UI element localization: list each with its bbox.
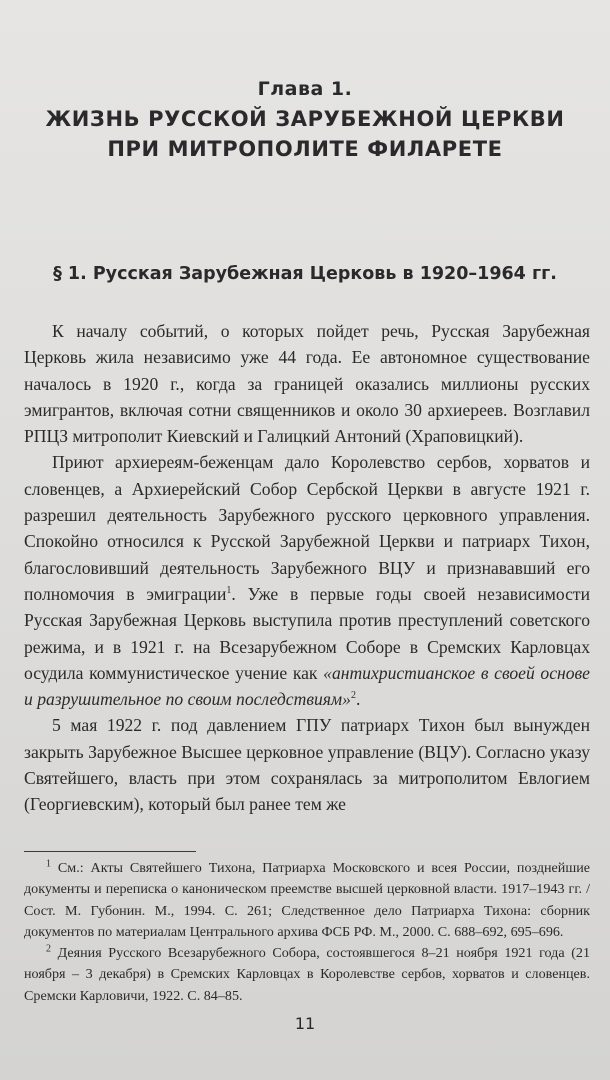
footnotes [24,858,590,1007]
paragraph-3: 5 мая 1922 г. под давлением ГПУ патриарх Тихон был вынужден закрыть Зарубежное Высшее церковное управление (ВЦУ). Согласно указу Святейшего, власть при этом сохранялась за митрополитом Евлогием (Георгиевским), который был ранее тем же [24,715,590,815]
footnote-2-text: Деяния Русского Всезарубежного Собора, состоявшегося 8–21 ноября 1921 года (21 ноября – 3 декабря) в Сремских Карловцах в Королевстве сербов, хорватов и словенцев. Сремски Карловичи, 1922. С. 84–85. [24,945,590,1004]
paragraph-2-part-a: Приют архиереям-беженцам дало Королевство сербов, хорватов и словенцев, а Архиерейский Собор Сербской Церкви в августе 1921 г. разрешил деятельность Зарубежного русского церковного управления. Спокойно относился к Русской Зарубежной Церкви и патриарх Тихон, благословивший деятельность Зарубежного ВЦУ и признававший его полномочия в эмиграции [24,452,590,604]
chapter-number: Глава 1. [257,78,353,100]
footnote-1-mark: 1 [46,858,51,870]
footnote-ref-2[interactable]: 2 [350,690,356,702]
paragraph-2-end: . [355,689,361,710]
body-text [24,318,590,818]
paragraph-2 [24,449,590,712]
footnote-1-text: См.: Акты Святейшего Тихона, Патриарха Московского и всея России, позднейшие документы и переписка о каноническом преемстве высшей церковной власти. 1917–1943 гг. / Сост. М. Губонин. М., 1994. С. 261; Следственное дело Патриарха Тихона: сборник документов по материалам Центрального архива ФСБ РФ. М., 2000. С. 688–692, 695–696. [24,860,590,940]
page-number: 11 [294,1014,316,1033]
footnote-separator [24,851,196,852]
paragraph-2-part-b: . Уже в первые годы своей независимости Русская Зарубежная Церковь выступила против преступлений советского режима, и в 1921 г. на Всезарубежном Соборе в Сремских Карловцах осудила коммунистическое учение как [24,583,590,683]
section-title: § 1. Русская Зарубежная Церковь в 1920–1964 гг. [53,264,557,284]
paragraph-1: К началу событий, о которых пойдет речь, Русская Зарубежная Церковь жила независимо уже 44 года. Ее автономное существование началось в 1920 г., когда за границей оказались миллионы русских эмигрантов, включая сотни священников и около 30 архиереев. Возглавил РПЦЗ митрополит Киевский и Галицкий Антоний (Храповицкий). [24,321,590,447]
chapter-title-line-1: ЖИЗНЬ РУССКОЙ ЗАРУБЕЖНОЙ ЦЕРКВИ [45,107,565,131]
footnote-ref-1[interactable]: 1 [226,585,232,597]
quotation: «антихристианское в своей основе и разрушительное по своим последствиям» [24,662,590,710]
footnote-2-mark: 2 [46,943,51,955]
chapter-title-line-2: ПРИ МИТРОПОЛИТЕ ФИЛАРЕТЕ [107,137,503,161]
chapter-title [0,104,610,164]
footnote-2 [24,943,590,1007]
footnote-1 [24,858,590,943]
